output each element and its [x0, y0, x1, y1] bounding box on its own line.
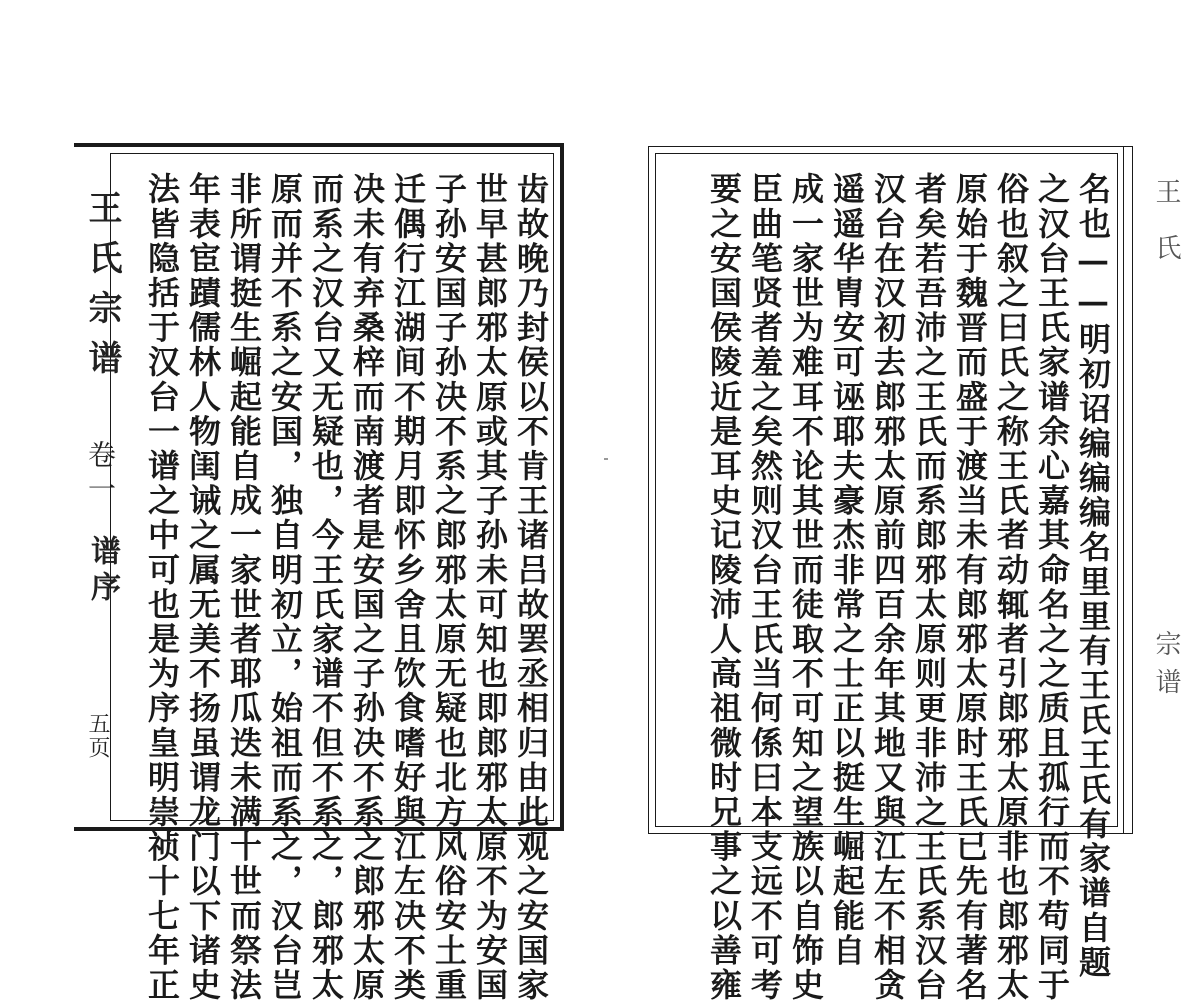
text-column: 成一家世为难耳不论其世而徒取不可知之望族以自饰史 — [787, 172, 825, 1002]
text-column: 者矣若吾沛之王氏而系郎邪太原则更非沛之王氏系汉台 — [910, 172, 948, 1002]
text-column: 遥遥华胄安可诬耶夫豪杰非常之士正以挺生崛起能自 — [828, 172, 866, 968]
left-page-frame — [74, 143, 564, 1002]
page-number: 五页 — [85, 712, 110, 760]
right-edge-title: 王氏 — [1151, 178, 1181, 290]
text-column: 迁偶行江湖间不期月即怀乡舍且饮食嗜好與江左决不类 — [389, 172, 427, 1002]
text-column: 原而并不系之安国，独自明初立，始祖而系之，汉台岂 — [266, 172, 304, 1002]
margin-section: 谱序 — [85, 535, 120, 607]
text-column: 世早甚郎邪太原或其子孙未可知也即郎邪太原不为安国 — [471, 172, 509, 1002]
text-column: 俗也叙之曰氏之称王氏者动辄者引郎邪太原非也郎邪太 — [992, 172, 1030, 1002]
text-column: 法皆隐括于汉台一谱之中可也是为序皇明崇祯十七年正 — [143, 172, 181, 1002]
margin-volume: 卷一 — [84, 440, 117, 508]
margin-title: 王氏宗谱 — [82, 190, 122, 390]
text-column: 名也——明初诏编编编名里里有王氏王氏有家谱自题 — [1074, 172, 1112, 980]
right-page-text-block — [655, 153, 1118, 1002]
text-column: 原始于魏晋而盛于渡当未有郎邪太原时王氏已先有著名 — [951, 172, 989, 1002]
text-column: 子孙安国子孙决不系之郎邪太原无疑也北方风俗安土重 — [430, 172, 468, 1002]
scan-speck — [604, 458, 608, 460]
left-page-text-block — [110, 153, 554, 1002]
text-column: 齿故晚乃封侯以不肯王诸吕故罢丞相归由此观之安国家 — [512, 172, 550, 1002]
text-column: 非所谓挺生崛起能自成一家世者耶瓜迭未满十世而祭法 — [225, 172, 263, 1002]
right-page-frame — [648, 146, 1133, 1002]
text-column: 决未有弃桑梓而南渡者是安国之子孙决不系之郎邪太原 — [348, 172, 386, 1002]
right-page-spine — [1123, 147, 1132, 833]
text-column: 而系之汉台又无疑也，今王氏家谱不但不系之，郎邪太 — [307, 172, 345, 1002]
text-column: 要之安国侯陵近是耳史记陵沛人高祖微时兄事之以善雍 — [705, 172, 743, 1002]
text-column: 之汉台王氏家谱余心嘉其命名之之质且孤行而不苟同于 — [1033, 172, 1071, 1002]
text-column: 臣曲笔贤者羞之矣然则汉台王氏当何係曰本支远不可考 — [746, 172, 784, 1002]
text-column: 年表宦蹟儒林人物闺诫之属无美不扬虽谓龙门以下诸史 — [184, 172, 222, 1002]
right-edge-subtitle: 宗谱 — [1151, 630, 1181, 706]
text-column: 汉台在汉初去郎邪太原前四百余年其地又與江左不相贪 — [869, 172, 907, 1002]
